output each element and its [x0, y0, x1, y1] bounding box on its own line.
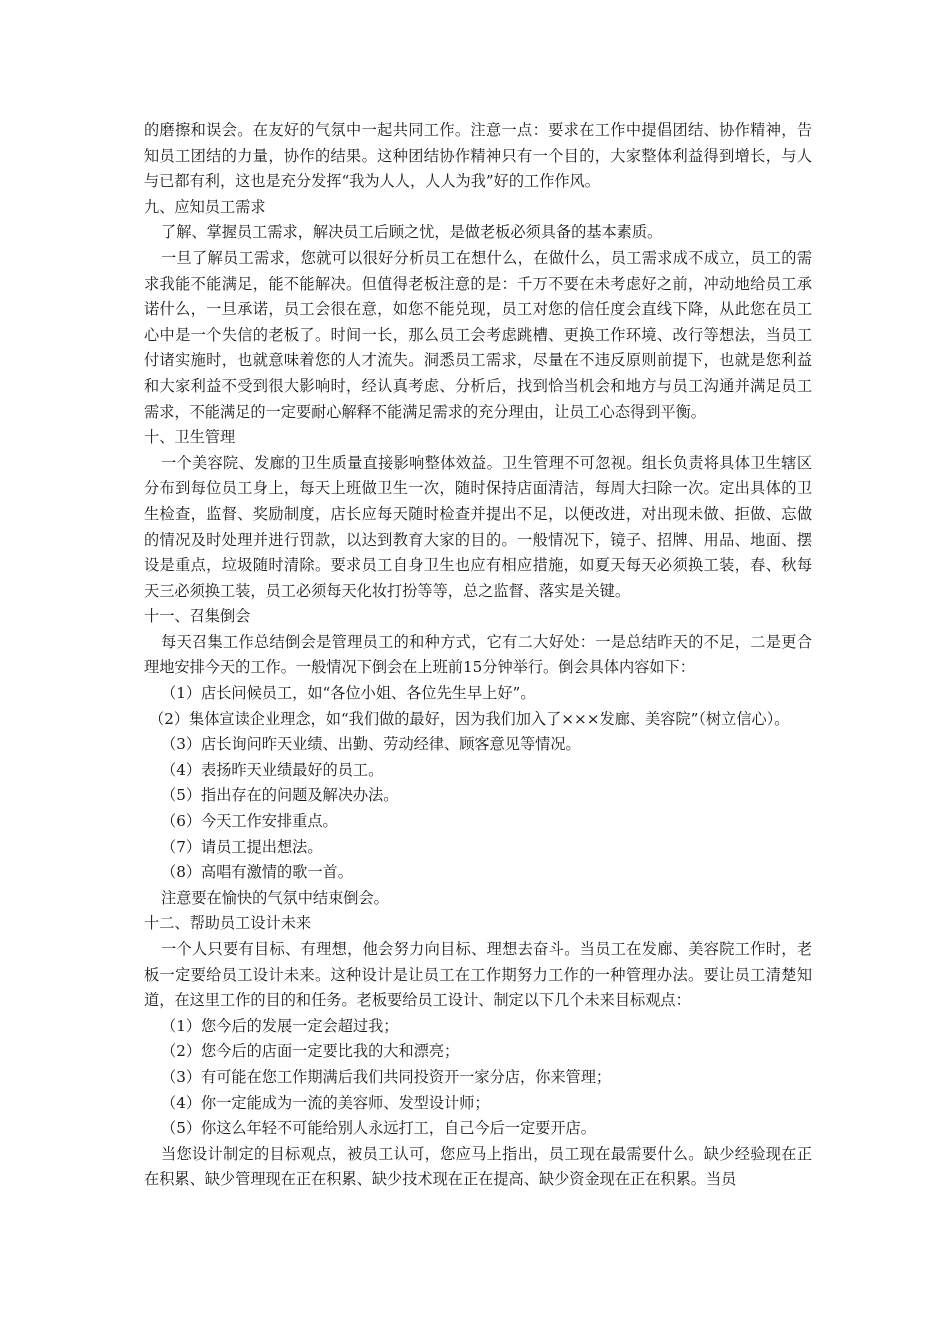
list-item-meeting-1: （1）店长问候员工，如“各位小姐、各位先生早上好”。 [161, 684, 536, 703]
paragraph-teamwork: 的磨擦和误会。在友好的气氛中一起共同工作。注意一点：要求在工作中提倡团结、协作精神，告知员工团结的力量，协作的结果。这种团结协作精神只有一个目的，大家整体利益得到增长，与人与已都有利，这也是充分发挥“我为人人，人人为我”好的工作作风。 [144, 121, 812, 191]
heading-section-10: 十、卫生管理 [144, 428, 236, 447]
heading-section-11: 十一、召集倒会 [144, 607, 251, 626]
list-item-meeting-6: （6）今天工作安排重点。 [161, 812, 338, 831]
list-item-future-5: （5）你这么年轻不可能给别人永远打工，自己今后一定要开店。 [161, 1119, 596, 1138]
paragraph-meeting-close: 注意要在愉快的气氛中结束倒会。 [161, 888, 389, 907]
list-item-meeting-4: （4）表扬昨天业绩最好的员工。 [161, 760, 384, 779]
list-item-future-3: （3）有可能在您工作期满后我们共同投资开一家分店，你来管理； [161, 1067, 612, 1086]
paragraph-needs-intro: 了解、掌握员工需求，解决员工后顾之忧，是做老板必须具备的基本素质。 [161, 223, 663, 242]
list-item-meeting-3: （3）店长询问昨天业绩、出勤、劳动经律、顾客意见等情况。 [161, 735, 581, 754]
list-item-future-1: （1）您今后的发展一定会超过我； [161, 1016, 399, 1035]
heading-section-9: 九、应知员工需求 [144, 197, 266, 216]
list-item-future-4: （4）你一定能成为一流的美容师、发型设计师； [161, 1093, 490, 1112]
list-item-meeting-7: （7）请员工提出想法。 [161, 837, 323, 856]
list-item-meeting-5: （5）指出存在的问题及解决办法。 [161, 786, 399, 805]
paragraph-meeting-intro: 每天召集工作总结倒会是管理员工的和种方式，它有二大好处：一是总结昨天的不足，二是更合理地安排今天的工作。一般情况下倒会在上班前15分钟举行。倒会具体内容如下： [144, 632, 812, 677]
paragraph-future-detail: 当您设计制定的目标观点，被员工认可，您应马上指出，员工现在最需要什么。缺少经验现在正在积累、缺少管理现在正在积累、缺少技术现在正在提高、缺少资金现在正在积累。当员 [144, 1144, 812, 1189]
paragraph-needs-detail: 一旦了解员工需求，您就可以很好分析员工在想什么，在做什么，员工需求成不成立，员工的需求我能不能满足，能不能解决。但值得老板注意的是：千万不要在未考虑好之前，冲动地给员工承诺什么，一旦承诺，员工会很在意，如您不能兑现，员工对您的信任度会直线下降，从此您在员工心中是一个失信的老板了。时间一长，那么员工会考虑跳槽、更换工作环境、改行等想法，当员工付诸实施时，也就意味着您的人才流失。洞悉员工需求，尽量在不违反原则前提下，也就是您利益和大家利益不受到很大影响时，经认真考虑、分析后，找到恰当机会和地方与员工沟通并满足员工需求，不能满足的一定要耐心解释不能满足需求的充分理由，让员工心态得到平衡。 [144, 248, 812, 421]
list-item-meeting-2: （2）集体宣读企业理念，如“我们做的最好，因为我们加入了×××发廊、美容院”（树立信心）。 [149, 709, 790, 728]
list-item-future-2: （2）您今后的店面一定要比我的大和漂亮； [161, 1042, 460, 1061]
heading-section-12: 十二、帮助员工设计未来 [144, 914, 312, 933]
paragraph-hygiene: 一个美容院、发廊的卫生质量直接影响整体效益。卫生管理不可忽视。组长负责将具体卫生辖区分布到每位员工身上，每天上班做卫生一次，随时保持店面清洁，每周大扫除一次。定出具体的卫生检查，监督、奖励制度，店长应每天随时检查并提出不足，以便改进，对出现未做、拒做、忘做的情况及时处理并进行罚款，以达到教育大家的目的。一般情况下，镜子、招牌、用品、地面、摆设是重点，垃圾随时清除。要求员工自身卫生也应有相应措施，如夏天每天必须换工装，春、秋每天三必须换工装，员工必须每天化妆打扮等等，总之监督、落实是关键。 [144, 453, 812, 600]
document-page [144, 118, 812, 1193]
list-item-meeting-8: （8）高唱有激情的歌一首。 [161, 863, 353, 882]
paragraph-future-intro: 一个人只要有目标、有理想，他会努力向目标、理想去奋斗。当员工在发廊、美容院工作时，老板一定要给员工设计未来。这种设计是让员工在工作期努力工作的一种管理办法。要让员工清楚知道，在这里工作的目的和任务。老板要给员工设计、制定以下几个未来目标观点： [144, 940, 812, 1010]
